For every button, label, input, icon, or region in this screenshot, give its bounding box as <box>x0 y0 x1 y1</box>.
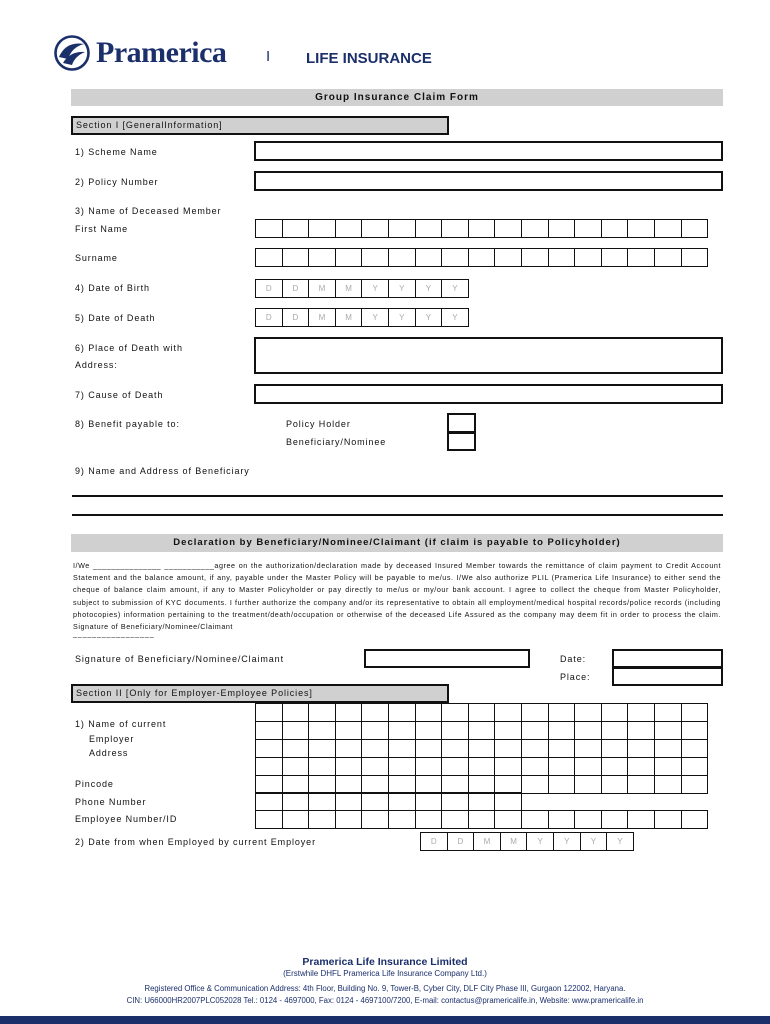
policy-holder-checkbox[interactable] <box>447 413 476 433</box>
phone-label: Phone Number <box>75 797 147 807</box>
signature-field[interactable] <box>364 649 530 668</box>
pincode-label: Pincode <box>75 779 114 789</box>
policy-number-label: 2) Policy Number <box>75 177 159 187</box>
form-title: Group Insurance Claim Form <box>71 89 723 106</box>
footer-bar <box>0 1016 770 1024</box>
brand-separator: I <box>266 48 271 65</box>
footer-formerly: (Erstwhile DHFL Pramerica Life Insurance Company Ltd.) <box>283 969 487 978</box>
footer-contact: CIN: U66000HR2007PLC052028 Tel.: 0124 - 4697000, Fax: 0124 - 4697100/7200, E-mail: contactus@pramericalife.in, Website: www.pramericalife.in <box>126 996 644 1005</box>
date-label: Date: <box>560 654 587 664</box>
employee-id-label: Employee Number/ID <box>75 814 178 824</box>
signature-label: Signature of Beneficiary/Nominee/Claimant <box>75 654 284 664</box>
phone-grid[interactable] <box>255 792 522 811</box>
dob-grid[interactable]: D D M M Y Y Y Y <box>255 279 469 298</box>
dod-grid[interactable]: D D M M Y Y Y Y <box>255 308 469 327</box>
policy-holder-label: Policy Holder <box>286 419 351 429</box>
first-name-grid[interactable] <box>255 219 708 238</box>
policy-number-field[interactable] <box>254 171 723 191</box>
beneficiary-nominee-checkbox[interactable] <box>447 432 476 451</box>
date-employed-grid[interactable]: D D M M Y Y Y Y <box>420 832 634 851</box>
surname-grid[interactable] <box>255 248 708 267</box>
employer-grid-row-3[interactable] <box>255 739 708 758</box>
place-of-death-label: 6) Place of Death with <box>75 343 183 353</box>
place-field[interactable] <box>612 667 723 686</box>
beneficiary-line-2[interactable] <box>72 514 723 516</box>
product-title: LIFE INSURANCE <box>306 50 432 67</box>
footer-company: Pramerica Life Insurance Limited <box>302 956 468 968</box>
scheme-name-label: 1) Scheme Name <box>75 147 158 157</box>
section1-title: Section I [GeneralInformation] <box>71 116 449 135</box>
scheme-name-field[interactable] <box>254 141 723 161</box>
surname-label: Surname <box>75 253 118 263</box>
first-name-label: First Name <box>75 224 129 234</box>
cause-of-death-label: 7) Cause of Death <box>75 390 164 400</box>
date-employed-label: 2) Date from when Employed by current Employer <box>75 837 316 847</box>
cause-of-death-field[interactable] <box>254 384 723 404</box>
employer-grid-row-2[interactable] <box>255 721 708 740</box>
date-field[interactable] <box>612 649 723 668</box>
pramerica-logo-icon <box>54 35 90 71</box>
declaration-text: I/We _______________ ___________agree on the authorization/declaration made by deceased Insured Member towards the remittance of claim payment to Credit Account Statement and the balance amount, if any, payable under the Master Policy will be payable to me/us. I/We also authorize PLIL (Pramerica Life Insurance) to either send the cheque of balance claim amount, if any to Master Policyholder or pay directly to me/us or my/our bank account. I agree to collect the cheque from Master Policyholder, subject to submission of KYC documents. I further authorize the company and/or its representative to obtain all employment/medical hospital records/police records (including photocopies) information pertaining to the treatment/death/occupation or otherwise of the deceased Life Assured as the company may deem fit in order to process the claim. Signature of Beneficiary/Nominee/Claimant <box>73 561 721 632</box>
employer-address-label: Address <box>89 748 129 758</box>
declaration-underline: _________________ <box>73 631 155 638</box>
beneficiary-name-address-label: 9) Name and Address of Beneficiary <box>75 466 250 476</box>
beneficiary-line-1[interactable] <box>72 495 723 497</box>
place-label: Place: <box>560 672 591 682</box>
employee-id-grid[interactable] <box>255 810 708 829</box>
employer-grid-row-4[interactable] <box>255 757 708 776</box>
section2-title: Section II [Only for Employer-Employee Policies] <box>71 684 449 703</box>
declaration-title: Declaration by Beneficiary/Nominee/Claimant (if claim is payable to Policyholder) <box>71 534 723 552</box>
place-of-death-field[interactable] <box>254 337 723 374</box>
employer-grid-row-1[interactable] <box>255 703 708 722</box>
footer-address: Registered Office & Communication Address: 4th Floor, Building No. 9, Tower-B, Cyber City, DLF City Phase III, Gurgaon 122002, Haryana. <box>144 984 626 993</box>
beneficiary-nominee-label: Beneficiary/Nominee <box>286 437 387 447</box>
employer-label-2: Employer <box>89 734 135 744</box>
brand-name: Pramerica <box>96 36 227 69</box>
benefit-payable-label: 8) Benefit payable to: <box>75 419 180 429</box>
place-of-death-address-label: Address: <box>75 360 118 370</box>
dob-label: 4) Date of Birth <box>75 283 150 293</box>
dod-label: 5) Date of Death <box>75 313 156 323</box>
employer-label: 1) Name of current <box>75 719 167 729</box>
deceased-member-label: 3) Name of Deceased Member <box>75 206 222 216</box>
